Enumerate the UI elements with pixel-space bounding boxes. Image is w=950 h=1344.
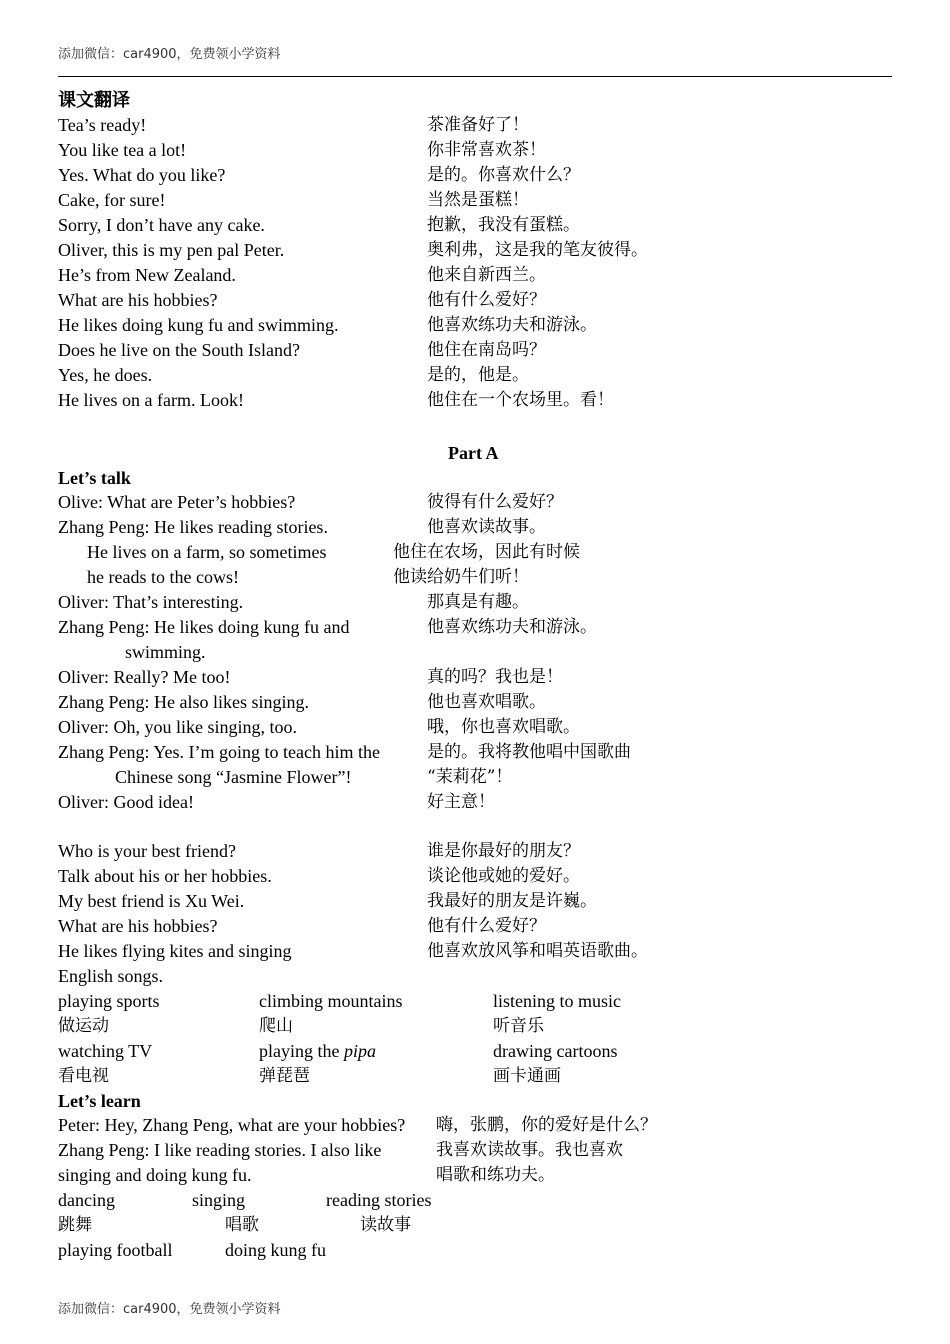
talk-en-3: he reads to the cows! xyxy=(87,567,239,587)
talk-en-5: Zhang Peng: He likes doing kung fu and xyxy=(58,617,350,637)
intro-en-0: Tea’s ready! xyxy=(58,115,147,135)
intro-zh-1: 你非常喜欢茶！ xyxy=(427,140,546,160)
talk-en-4: Oliver: That’s interesting. xyxy=(58,592,244,612)
talk-zh-10: 是的。我将教他唱中国歌曲 xyxy=(427,742,631,762)
vocab1-en-5: drawing cartoons xyxy=(493,1041,618,1061)
vocab1-en-1: climbing mountains xyxy=(259,991,403,1011)
talk-en-7: Oliver: Really? Me too! xyxy=(58,667,231,687)
talk-en-2: He lives on a farm, so sometimes xyxy=(87,542,327,562)
friend-zh-3: 他有什么爱好？ xyxy=(427,916,546,936)
intro-en-8: He likes doing kung fu and swimming. xyxy=(58,315,339,335)
vocab1-zh-1: 爬山 xyxy=(259,1016,293,1036)
page-header: 添加微信：car4900，免费领小学资料 xyxy=(58,47,281,62)
intro-en-4: Sorry, I don’t have any cake. xyxy=(58,215,265,235)
talk-zh-5: 他喜欢练功夫和游泳。 xyxy=(427,617,597,637)
talk-zh-3: 他读给奶牛们听！ xyxy=(393,567,529,587)
talk-en-6: swimming. xyxy=(125,642,206,662)
intro-zh-2: 是的。你喜欢什么？ xyxy=(427,165,580,185)
intro-zh-6: 他来自新西兰。 xyxy=(427,265,546,285)
talk-zh-0: 彼得有什么爱好？ xyxy=(427,492,563,512)
intro-zh-4: 抱歉，我没有蛋糕。 xyxy=(427,215,580,235)
talk-zh-9: 哦，你也喜欢唱歌。 xyxy=(427,717,580,737)
friend-en-4: He likes flying kites and singing xyxy=(58,941,292,961)
intro-en-6: He’s from New Zealand. xyxy=(58,265,236,285)
vocab1-zh-3: 看电视 xyxy=(58,1066,109,1086)
intro-en-3: Cake, for sure! xyxy=(58,190,166,210)
learn-zh-2: 唱歌和练功夫。 xyxy=(436,1165,555,1185)
intro-zh-3: 当然是蛋糕！ xyxy=(427,190,529,210)
vocab1-en-4 xyxy=(259,1039,376,1064)
friend-en-0: Who is your best friend? xyxy=(58,841,236,861)
intro-zh-7: 他有什么爱好？ xyxy=(427,290,546,310)
learn-zh-1: 我喜欢读故事。我也喜欢 xyxy=(436,1140,623,1160)
vocab2-en-1: singing xyxy=(192,1190,246,1210)
talk-zh-7: 真的吗？我也是！ xyxy=(427,667,563,687)
talk-zh-11: “茉莉花”！ xyxy=(427,767,513,787)
intro-zh-0: 茶准备好了！ xyxy=(427,115,529,135)
vocab1-en-3: watching TV xyxy=(58,1041,153,1061)
talk-zh-1: 他喜欢读故事。 xyxy=(427,517,546,537)
intro-en-2: Yes. What do you like? xyxy=(58,165,226,185)
header-divider xyxy=(58,76,892,77)
learn-en-0: Peter: Hey, Zhang Peng, what are your hobbies? xyxy=(58,1115,406,1135)
lets-learn-heading: Let’s learn xyxy=(58,1091,141,1111)
intro-zh-5: 奥利弗，这是我的笔友彼得。 xyxy=(427,240,648,260)
talk-zh-8: 他也喜欢唱歌。 xyxy=(427,692,546,712)
vocab1-zh-5: 画卡通画 xyxy=(493,1066,561,1086)
vocab2-en-0: dancing xyxy=(58,1190,115,1210)
talk-zh-4: 那真是有趣。 xyxy=(427,592,529,612)
friend-zh-4: 他喜欢放风筝和唱英语歌曲。 xyxy=(427,941,648,961)
friend-en-1: Talk about his or her hobbies. xyxy=(58,866,272,886)
vocab1-zh-4: 弹琵琶 xyxy=(259,1066,310,1086)
vocab1-zh-0: 做运动 xyxy=(58,1016,109,1036)
talk-en-11: Chinese song “Jasmine Flower”! xyxy=(115,767,352,787)
talk-en-1: Zhang Peng: He likes reading stories. xyxy=(58,517,328,537)
vocab1-zh-2: 听音乐 xyxy=(493,1016,544,1036)
intro-zh-8: 他喜欢练功夫和游泳。 xyxy=(427,315,597,335)
intro-en-7: What are his hobbies? xyxy=(58,290,218,310)
vocab1-en-0: playing sports xyxy=(58,991,160,1011)
intro-zh-11: 他住在一个农场里。看！ xyxy=(427,390,614,410)
vocab1-en-4-pre: playing the xyxy=(259,1041,344,1061)
intro-en-1: You like tea a lot! xyxy=(58,140,187,160)
talk-zh-12: 好主意！ xyxy=(427,792,495,812)
vocab2-zh-2: 读故事 xyxy=(360,1215,411,1235)
talk-en-9: Oliver: Oh, you like singing, too. xyxy=(58,717,297,737)
friend-en-3: What are his hobbies? xyxy=(58,916,218,936)
vocab2-en-2: reading stories xyxy=(326,1190,432,1210)
friend-zh-2: 我最好的朋友是许巍。 xyxy=(427,891,597,911)
talk-en-12: Oliver: Good idea! xyxy=(58,792,194,812)
friend-en-2: My best friend is Xu Wei. xyxy=(58,891,245,911)
intro-en-9: Does he live on the South Island? xyxy=(58,340,300,360)
learn-en-2: singing and doing kung fu. xyxy=(58,1165,252,1185)
intro-zh-9: 他住在南岛吗？ xyxy=(427,340,546,360)
talk-en-0: Olive: What are Peter’s hobbies? xyxy=(58,492,296,512)
learn-en-1: Zhang Peng: I like reading stories. I also like xyxy=(58,1140,382,1160)
talk-zh-2: 他住在农场，因此有时候 xyxy=(393,542,580,562)
friend-en-5: English songs. xyxy=(58,966,164,986)
talk-en-10: Zhang Peng: Yes. I’m going to teach him the xyxy=(58,742,380,762)
friend-zh-1: 谈论他或她的爱好。 xyxy=(427,866,580,886)
vocab2-zh-0: 跳舞 xyxy=(58,1215,92,1235)
talk-en-8: Zhang Peng: He also likes singing. xyxy=(58,692,309,712)
vocab2-en-3: playing football xyxy=(58,1240,173,1260)
intro-en-11: He lives on a farm. Look! xyxy=(58,390,244,410)
intro-en-10: Yes, he does. xyxy=(58,365,153,385)
vocab1-en-4-em: pipa xyxy=(343,1041,376,1061)
vocab2-en-4: doing kung fu xyxy=(225,1240,326,1260)
lets-talk-heading: Let’s talk xyxy=(58,468,131,488)
part-a-heading: Part A xyxy=(448,443,499,463)
vocab2-zh-1: 唱歌 xyxy=(225,1215,259,1235)
intro-en-5: Oliver, this is my pen pal Peter. xyxy=(58,240,285,260)
section-title: 课文翻译 xyxy=(58,90,130,111)
page-footer: 添加微信：car4900，免费领小学资料 xyxy=(58,1302,281,1317)
intro-zh-10: 是的，他是。 xyxy=(427,365,529,385)
learn-zh-0: 嗨，张鹏，你的爱好是什么？ xyxy=(436,1115,657,1135)
vocab1-en-2: listening to music xyxy=(493,991,621,1011)
friend-zh-0: 谁是你最好的朋友？ xyxy=(427,841,580,861)
